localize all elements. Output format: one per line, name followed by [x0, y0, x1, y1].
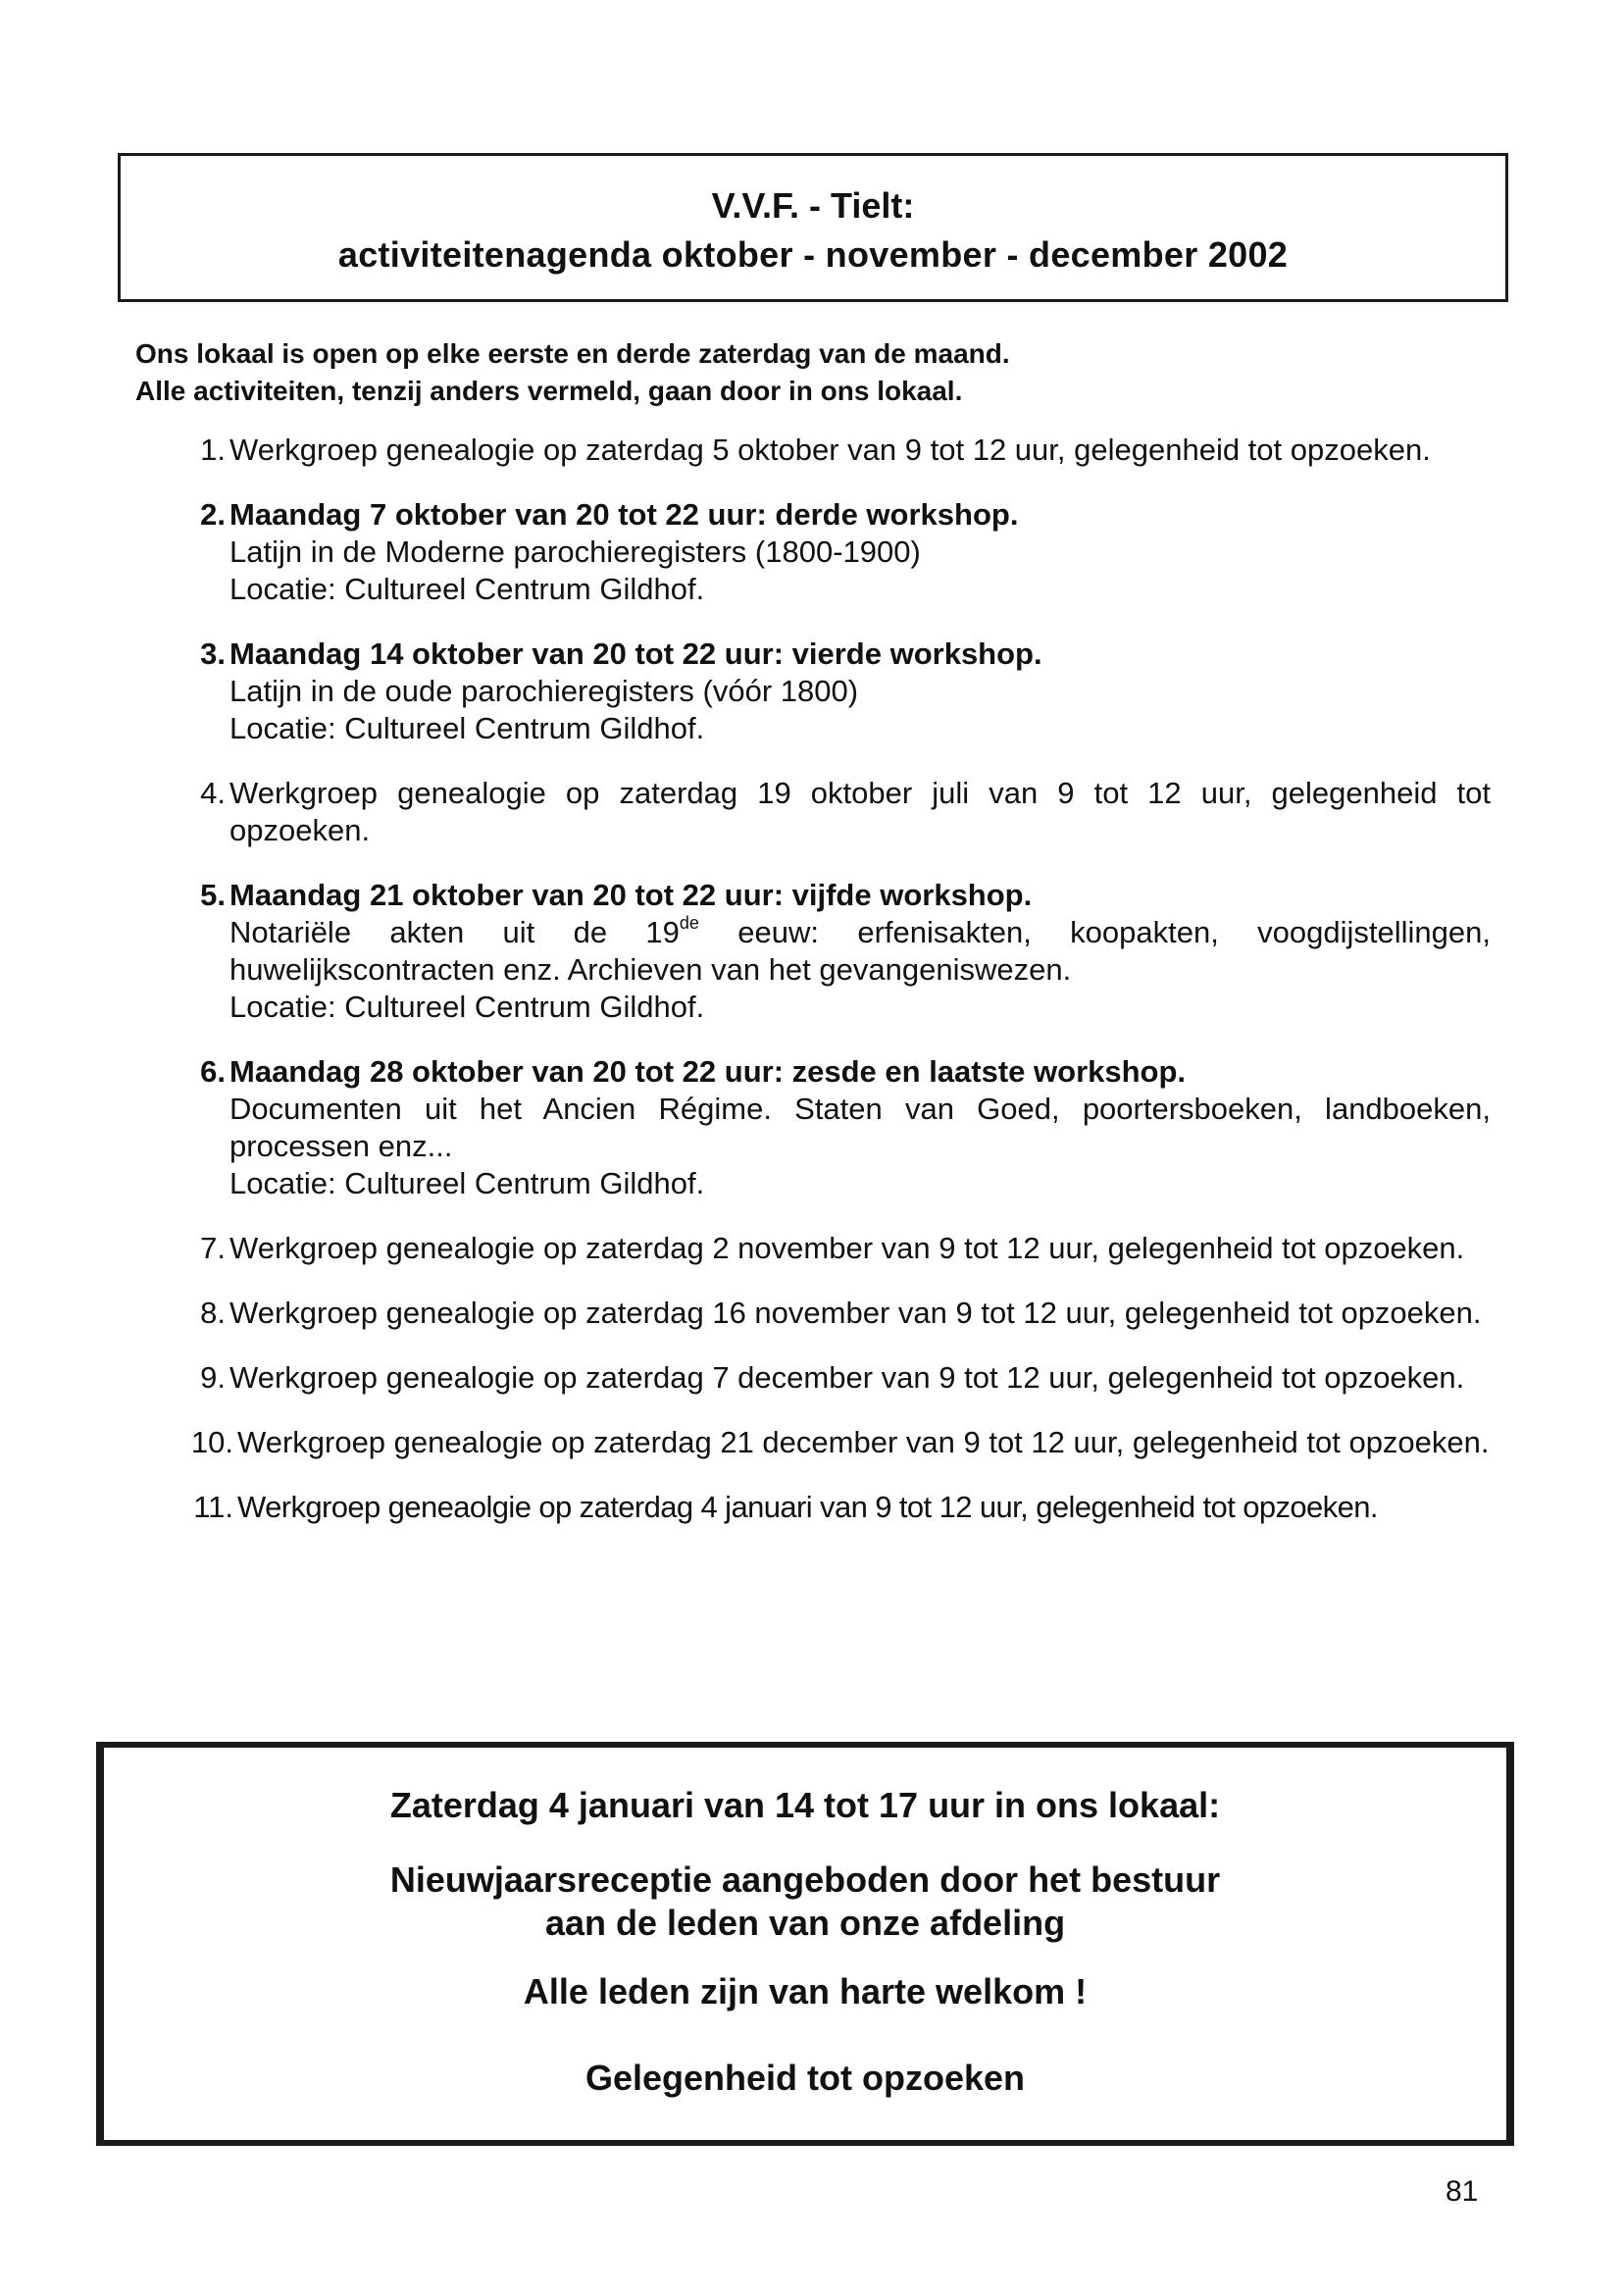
agenda-item-3 [177, 636, 1491, 747]
page-subtitle: activiteitenagenda oktober - november - december 2002 [337, 234, 1289, 275]
agenda-item-number: 5. [200, 878, 226, 912]
agenda-item-text: Werkgroep genealogie op zaterdag 7 december van 9 tot 12 uur, gelegenheid tot opzoeken. [229, 1360, 1465, 1395]
agenda-list [177, 432, 1491, 1553]
agenda-item-text: Werkgroep genealogie op zaterdag 19 oktober juli van 9 tot 12 uur, gelegenheid tot opzoeken. [229, 776, 1491, 847]
intro-line-1: Ons lokaal is open op elke eerste en derde zaterdag van de maand. [135, 338, 1010, 369]
ordinal-superscript: de [679, 913, 699, 933]
agenda-item-location: Locatie: Cultureel Centrum Gildhof. [229, 990, 705, 1024]
page-number: 81 [1446, 2175, 1479, 2208]
agenda-item-2 [177, 496, 1491, 608]
announcement-reception-line: Nieuwjaarsreceptie aangeboden door het bestuur [389, 1859, 1221, 1900]
agenda-item-11 [177, 1489, 1491, 1526]
announcement-welcome-line: Alle leden zijn van harte welkom ! [523, 1971, 1088, 2011]
agenda-item-detail: Documenten uit het Ancien Régime. Staten van Goed, poortersboeken, landboeken, processen enz... [229, 1092, 1491, 1163]
agenda-item-7 [177, 1230, 1491, 1267]
agenda-item-number: 11. [193, 1490, 233, 1524]
agenda-item-heading: Maandag 21 oktober van 20 tot 22 uur: vijfde workshop. [229, 878, 1033, 912]
agenda-item-text: Werkgroep genealogie op zaterdag 5 oktober van 9 tot 12 uur, gelegenheid tot opzoeken. [229, 433, 1431, 467]
agenda-item-text: Werkgroep genealogie op zaterdag 16 november van 9 tot 12 uur, gelegenheid tot opzoeken. [229, 1296, 1482, 1330]
intro-line-2: Alle activiteiten, tenzij anders vermeld, gaan door in ons lokaal. [135, 376, 963, 406]
agenda-item-number: 2. [200, 497, 226, 532]
agenda-item-9 [177, 1359, 1491, 1397]
agenda-item-detail [229, 914, 1491, 989]
announcement-members-line: aan de leden van onze afdeling [544, 1903, 1066, 1943]
agenda-item-text: Werkgroep geneaolgie op zaterdag 4 januari van 9 tot 12 uur, gelegenheid tot opzoeken. [237, 1490, 1378, 1524]
header-box [118, 153, 1508, 302]
detail-text-pre: Notariële akten uit de 19 [229, 915, 680, 949]
agenda-item-number: 4. [200, 776, 226, 810]
agenda-item-10 [177, 1424, 1491, 1461]
agenda-item-number: 8. [200, 1296, 226, 1330]
agenda-item-number: 7. [200, 1231, 226, 1265]
agenda-item-detail: Latijn in de Moderne parochieregisters (1800-1900) [229, 535, 921, 569]
intro-text [135, 335, 1508, 410]
announcement-box [96, 1742, 1514, 2146]
agenda-item-heading: Maandag 14 oktober van 20 tot 22 uur: vierde workshop. [229, 636, 1042, 671]
agenda-item-8 [177, 1295, 1491, 1332]
detail-text-post: eeuw: erfenisakten, koopakten, voogdijstellingen, huwelijkscontracten enz. Archieven van het gevangeniswezen. [229, 915, 1491, 987]
announcement-research-line: Gelegenheid tot opzoeken [584, 2058, 1026, 2098]
agenda-item-6 [177, 1053, 1491, 1202]
agenda-item-detail: Latijn in de oude parochieregisters (vóór 1800) [229, 674, 859, 708]
announcement-date-line: Zaterdag 4 januari van 14 tot 17 uur in ons lokaal: [389, 1785, 1221, 1825]
agenda-item-text: Werkgroep genealogie op zaterdag 2 november van 9 tot 12 uur, gelegenheid tot opzoeken. [229, 1231, 1465, 1265]
agenda-item-location: Locatie: Cultureel Centrum Gildhof. [229, 1166, 705, 1200]
agenda-item-1 [177, 432, 1491, 469]
agenda-item-heading: Maandag 28 oktober van 20 tot 22 uur: zesde en laatste workshop. [229, 1054, 1187, 1089]
agenda-item-text: Werkgroep genealogie op zaterdag 21 december van 9 tot 12 uur, gelegenheid tot opzoeken. [237, 1425, 1490, 1459]
agenda-item-number: 3. [200, 636, 226, 671]
agenda-item-location: Locatie: Cultureel Centrum Gildhof. [229, 711, 705, 745]
agenda-item-4 [177, 775, 1491, 849]
agenda-item-location: Locatie: Cultureel Centrum Gildhof. [229, 572, 705, 606]
page-title: V.V.F. - Tielt: [711, 185, 915, 226]
agenda-item-number: 9. [200, 1360, 226, 1395]
agenda-item-number: 6. [200, 1054, 226, 1089]
agenda-item-number: 10. [190, 1425, 233, 1459]
agenda-item-number: 1. [200, 433, 226, 467]
agenda-item-5 [177, 877, 1491, 1026]
agenda-item-heading: Maandag 7 oktober van 20 tot 22 uur: derde workshop. [229, 497, 1019, 532]
